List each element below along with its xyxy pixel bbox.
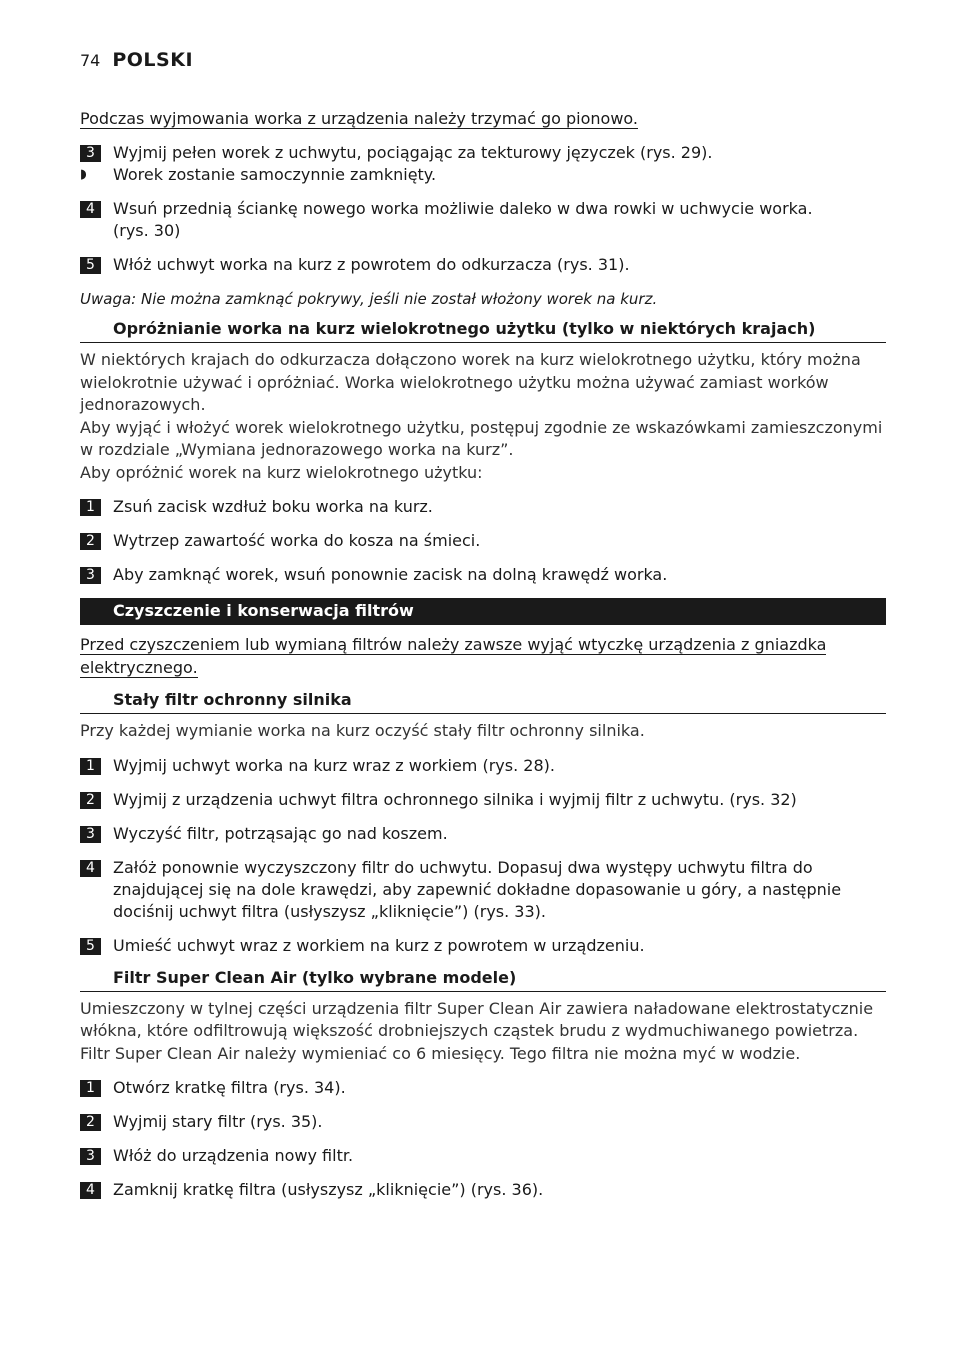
step-number: 1 <box>80 499 101 516</box>
step-text: Załóż ponownie wyczyszczony filtr do uchwytu. Dopasuj dwa występy uchwytu filtra do znajdującej się na dole krawędzi, aby zapewnić dokładne dopasowanie u góry, a następnie dociśnij uchwyt filtra (usłyszysz „kliknięcie”) (rys. 33). <box>113 857 842 921</box>
super-clean-paragraph-2: Filtr Super Clean Air należy wymieniać co 6 miesięcy. Tego filtra nie można myć w wodzie. <box>80 1043 801 1063</box>
step-text: Włóż do urządzenia nowy filtr. <box>113 1146 354 1165</box>
step-text: Włóż uchwyt worka na kurz z powrotem do odkurzacza (rys. 31). <box>113 255 630 274</box>
step-text: Umieść uchwyt wraz z workiem na kurz z powrotem w urządzeniu. <box>113 935 645 955</box>
step-number: 2 <box>80 1114 101 1131</box>
step-number: 5 <box>80 257 101 274</box>
step-number: 3 <box>80 567 101 584</box>
page-number: 74 <box>80 51 101 70</box>
step-number: 5 <box>80 938 101 955</box>
reusable-paragraph-3: Aby opróżnić worek na kurz wielokrotnego użytku: <box>80 462 483 482</box>
top-warning: Podczas wyjmowania worka z urządzenia należy trzymać go pionowo. <box>80 109 639 128</box>
step-number: 4 <box>80 201 101 218</box>
step-item <box>80 1145 886 1167</box>
step-text: Wyjmij stary filtr (rys. 35). <box>113 1112 323 1131</box>
result-arrow-icon: ◗ <box>80 167 87 182</box>
step-item <box>80 1111 886 1133</box>
step-item <box>80 1179 886 1201</box>
step-text: Zamknij kratkę filtra (usłyszysz „kliknięcie”) (rys. 36). <box>113 1180 544 1199</box>
step-item <box>80 254 886 276</box>
language-title: POLSKI <box>112 49 194 71</box>
step-number: 2 <box>80 792 101 809</box>
note: Uwaga: Nie można zamknąć pokrywy, jeśli nie został włożony worek na kurz. <box>80 290 658 308</box>
step-number: 4 <box>80 860 101 877</box>
reusable-paragraph-1: W niektórych krajach do odkurzacza dołączono worek na kurz wielokrotnego użytku, który można wielokrotnie używać i opróżniać. Worka wielokrotnego użytku można używać zamiast worków jednorazowych. <box>80 350 861 414</box>
reusable-paragraph-2: Aby wyjąć i włożyć worek wielokrotnego użytku, postępuj zgodnie ze wskazówkami zamieszczonymi w rozdziale „Wymiana jednorazowego worka na kurz”. <box>80 417 883 459</box>
result-text: Worek zostanie samoczynnie zamknięty. <box>113 165 437 184</box>
step-text: Wytrzep zawartość worka do kosza na śmieci. <box>113 531 481 550</box>
step-item <box>80 198 886 242</box>
step-item <box>80 857 886 923</box>
step-text: Wyjmij uchwyt worka na kurz wraz z workiem (rys. 28). <box>113 755 555 775</box>
super-clean-heading: Filtr Super Clean Air (tylko wybrane modele) <box>80 967 886 992</box>
page-content <box>80 107 886 1201</box>
step-item <box>80 755 886 777</box>
step-number: 1 <box>80 1080 101 1097</box>
step-text: Otwórz kratkę filtra (rys. 34). <box>113 1078 346 1097</box>
reusable-bag-heading: Opróżnianie worka na kurz wielokrotnego użytku (tylko w niektórych krajach) <box>80 318 886 343</box>
step-number: 4 <box>80 1182 101 1199</box>
step-text: Zsuń zacisk wzdłuż boku worka na kurz. <box>113 497 433 516</box>
motor-filter-intro: Przy każdej wymianie worka na kurz oczyść stały filtr ochronny silnika. <box>80 721 645 740</box>
step-number: 1 <box>80 758 101 775</box>
step-text: Wyczyść filtr, potrząsając go nad koszem. <box>113 823 448 843</box>
step-item <box>80 564 886 586</box>
step-item <box>80 496 886 518</box>
step-text: Wyjmij pełen worek z uchwytu, pociągając za tekturowy języczek (rys. 29). <box>113 143 713 162</box>
step-number: 3 <box>80 826 101 843</box>
motor-filter-heading: Stały filtr ochronny silnika <box>80 689 886 714</box>
super-clean-paragraph-1: Umieszczony w tylnej części urządzenia filtr Super Clean Air zawiera naładowane elektrostatycznie włókna, które odfiltrowują większość drobniejszych cząstek brudu z wydmuchiwanego powietrza. <box>80 998 874 1040</box>
step-item <box>80 935 886 957</box>
step-item <box>80 1077 886 1099</box>
filters-section-title: Czyszczenie i konserwacja filtrów <box>80 598 886 625</box>
step-item <box>80 142 886 164</box>
step-text: Wyjmij z urządzenia uchwyt filtra ochronnego silnika i wyjmij filtr z uchwytu. (rys. 32) <box>113 789 797 809</box>
step-text: Wsuń przednią ściankę nowego worka możliwie daleko w dwa rowki w uchwycie worka. (rys. 30) <box>113 199 813 240</box>
page-header <box>80 49 193 71</box>
step-item <box>80 530 886 552</box>
step-item <box>80 823 886 845</box>
step-text: Aby zamknąć worek, wsuń ponownie zacisk na dolną krawędź worka. <box>113 565 668 584</box>
step-item <box>80 789 886 811</box>
filters-warning: Przed czyszczeniem lub wymianą filtrów należy zawsze wyjąć wtyczkę urządzenia z gniazdka elektrycznego. <box>80 635 827 677</box>
step-number: 2 <box>80 533 101 550</box>
step-number: 3 <box>80 1148 101 1165</box>
result-item <box>80 164 886 186</box>
step-number: 3 <box>80 145 101 162</box>
